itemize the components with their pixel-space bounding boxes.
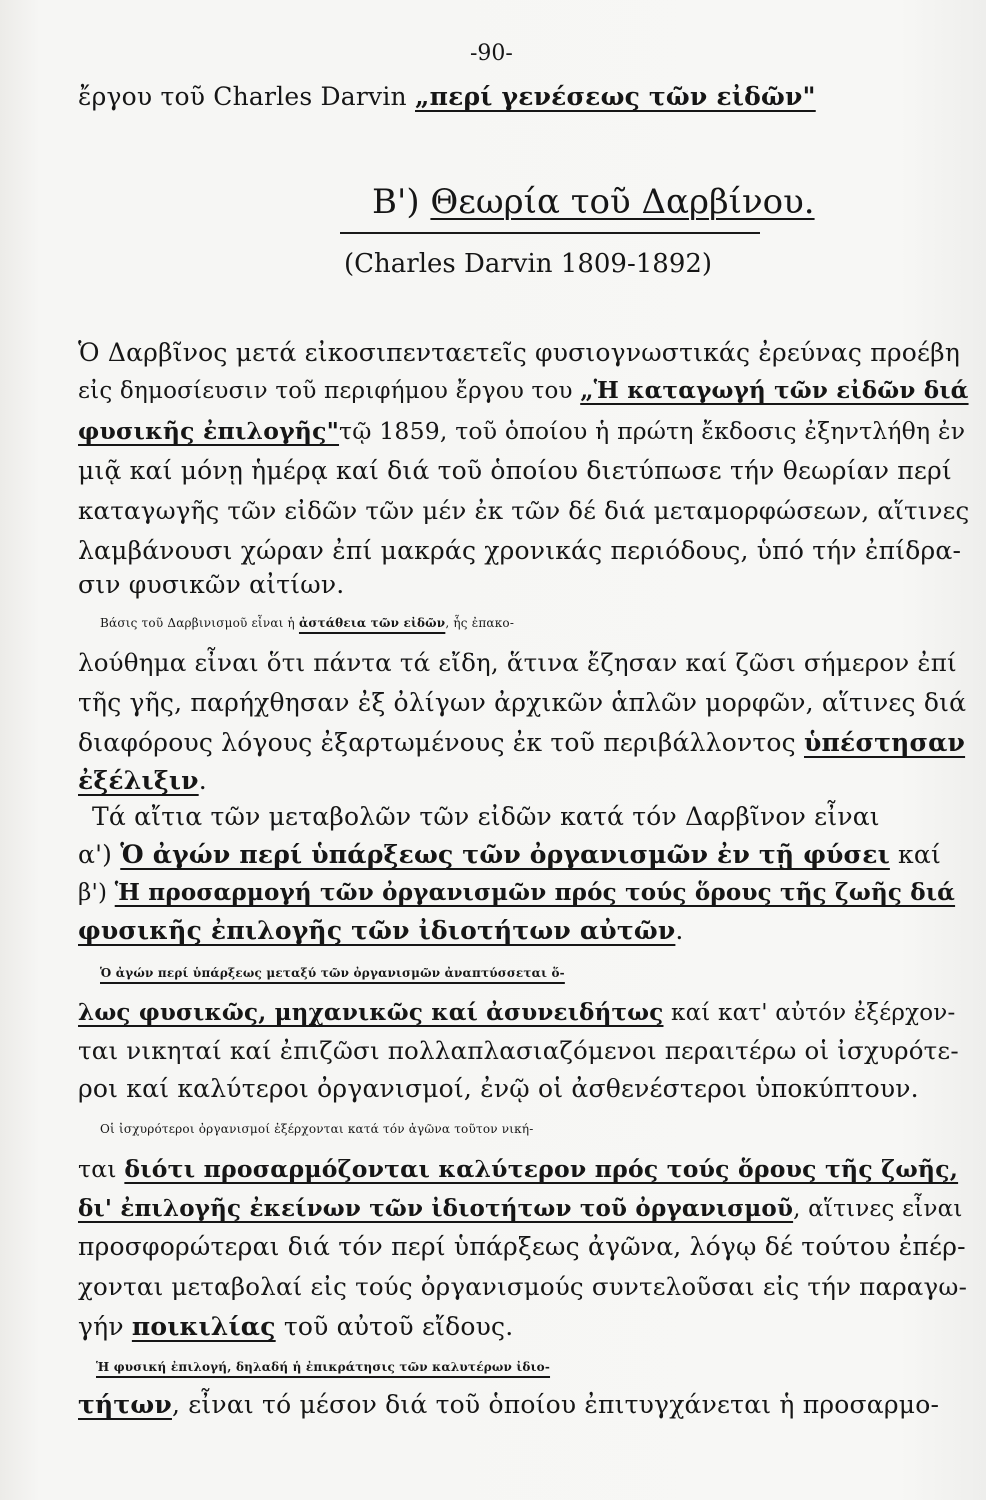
page-number: -90- [470,41,513,66]
text-line: προσφορώτεραι διά τόν περί ὑπάρξεως ἀγῶνα, λόγῳ δέ τούτου ἐπέρ- [78,1232,966,1261]
section-title: Θεωρία τοῦ Δαρβίνου. [430,182,815,222]
text-line: μιᾷ καί μόνῃ ἡμέρᾳ καί διά τοῦ ὁποίου διετύπωσε τήν θεωρίαν περί [78,456,952,485]
text-line: δι' ἐπιλογῆς ἐκείνων τῶν ἰδιοτήτων τοῦ ὀργανισμοῦ, αἵτινες εἶναι [78,1195,963,1222]
text-line: Ἡ φυσική ἐπιλογή, δηλαδή ἡ ἐπικράτησις τῶν καλυτέρων ἰδιο- [96,1360,551,1374]
text-line: λως φυσικῶς, μηχανικῶς καί ἀσυνειδήτως καί κατ' αὐτόν ἐξέρχον- [78,999,956,1026]
text-line: σιν φυσικῶν αἰτίων. [78,570,345,599]
text-line: τήτων, εἶναι τό μέσον διά τοῦ ὁποίου ἐπιτυγχάνεται ἡ προσαρμο- [78,1390,940,1419]
text-line: Βάσις τοῦ Δαρβινισμοῦ εἶναι ἡ ἀστάθεια τῶν εἰδῶν, ἧς ἐπακο- [100,616,515,630]
text-line: διαφόρους λόγους ἐξαρτωμένους ἐκ τοῦ περιβάλλοντος ὑπέστησαν [78,728,966,757]
text-line: β') Ἡ προσαρμογή τῶν ὀργανισμῶν πρός τούς ὅρους τῆς ζωῆς διά [78,879,956,906]
underlined-title: „περί γενέσεως τῶν εἰδῶν" [415,82,816,111]
heading-rule [340,232,760,234]
top-line [78,80,958,114]
text-line: ροι καί καλύτεροι ὀργανισμοί, ἐνῷ οἱ ἀσθενέστεροι ὑποκύπτουν. [78,1074,919,1103]
text-line: Ὁ ἀγών περί ὑπάρξεως μεταξύ τῶν ὀργανισμῶν ἀναπτύσσεται ὅ- [100,966,565,980]
text-line: ται διότι προσαρμόζονται καλύτερον πρός τούς ὅρους τῆς ζωῆς, [78,1155,959,1183]
text-line: Ὁ Δαρβῖνος μετά εἰκοσιπενταετεῖς φυσιογνωστικάς ἐρεύνας προέβη [78,338,961,367]
section-subtitle: (Charles Darvin 1809-1892) [344,249,713,279]
text-line: ται νικηταί καί ἐπιζῶσι πολλαπλασιαζόμενοι περαιτέρω οἱ ἰσχυρότε- [78,1036,959,1065]
text-line: τῆς γῆς, παρήχθησαν ἐξ ὀλίγων ἀρχικῶν ἁπλῶν μορφῶν, αἵτινες διά [78,688,967,717]
text-line: καταγωγῆς τῶν εἰδῶν τῶν μέν ἐκ τῶν δέ διά μεταμορφώσεων, αἵτινες [78,496,970,525]
text-line: ἐξέλιξιν. [78,766,207,795]
text-line: Οἱ ἰσχυρότεροι ὀργανισμοί ἐξέρχονται κατά τόν ἀγῶνα τοῦτον νική- [100,1122,534,1136]
text-line: εἰς δημοσίευσιν τοῦ περιφήμου ἔργου του „Ἡ καταγωγή τῶν εἰδῶν διά [78,377,969,404]
section-label: Β') [372,182,431,222]
text-line: χονται μεταβολαί εἰς τούς ὀργανισμούς συντελοῦσαι εἰς τήν παραγω- [78,1272,968,1301]
text-line: Τά αἴτια τῶν μεταβολῶν τῶν εἰδῶν κατά τόν Δαρβῖνον εἶναι [92,802,880,831]
text-line: λούθημα εἶναι ὅτι πάντα τά εἴδη, ἅτινα ἔζησαν καί ζῶσι σήμερον ἐπί [78,648,957,677]
text-line: γήν ποικιλίας τοῦ αὐτοῦ εἴδους. [78,1312,514,1341]
text-line: λαμβάνουσι χώραν ἐπί μακράς χρονικάς περιόδους, ὑπό τήν ἐπίδρα- [78,536,962,565]
text-run: ἔργου τοῦ Charles Darvin [78,82,415,111]
text-line: φυσικῆς ἐπιλογῆς"τῷ 1859, τοῦ ὁποίου ἡ πρώτη ἔκδοσις ἐξηντλήθη ἐν [78,417,966,445]
text-line: α') Ὁ ἀγών περί ὑπάρξεως τῶν ὀργανισμῶν ἐν τῇ φύσει καί [78,840,941,869]
section-heading [372,180,815,224]
text-line: φυσικῆς ἐπιλογῆς τῶν ἰδιοτήτων αὐτῶν. [78,916,684,945]
